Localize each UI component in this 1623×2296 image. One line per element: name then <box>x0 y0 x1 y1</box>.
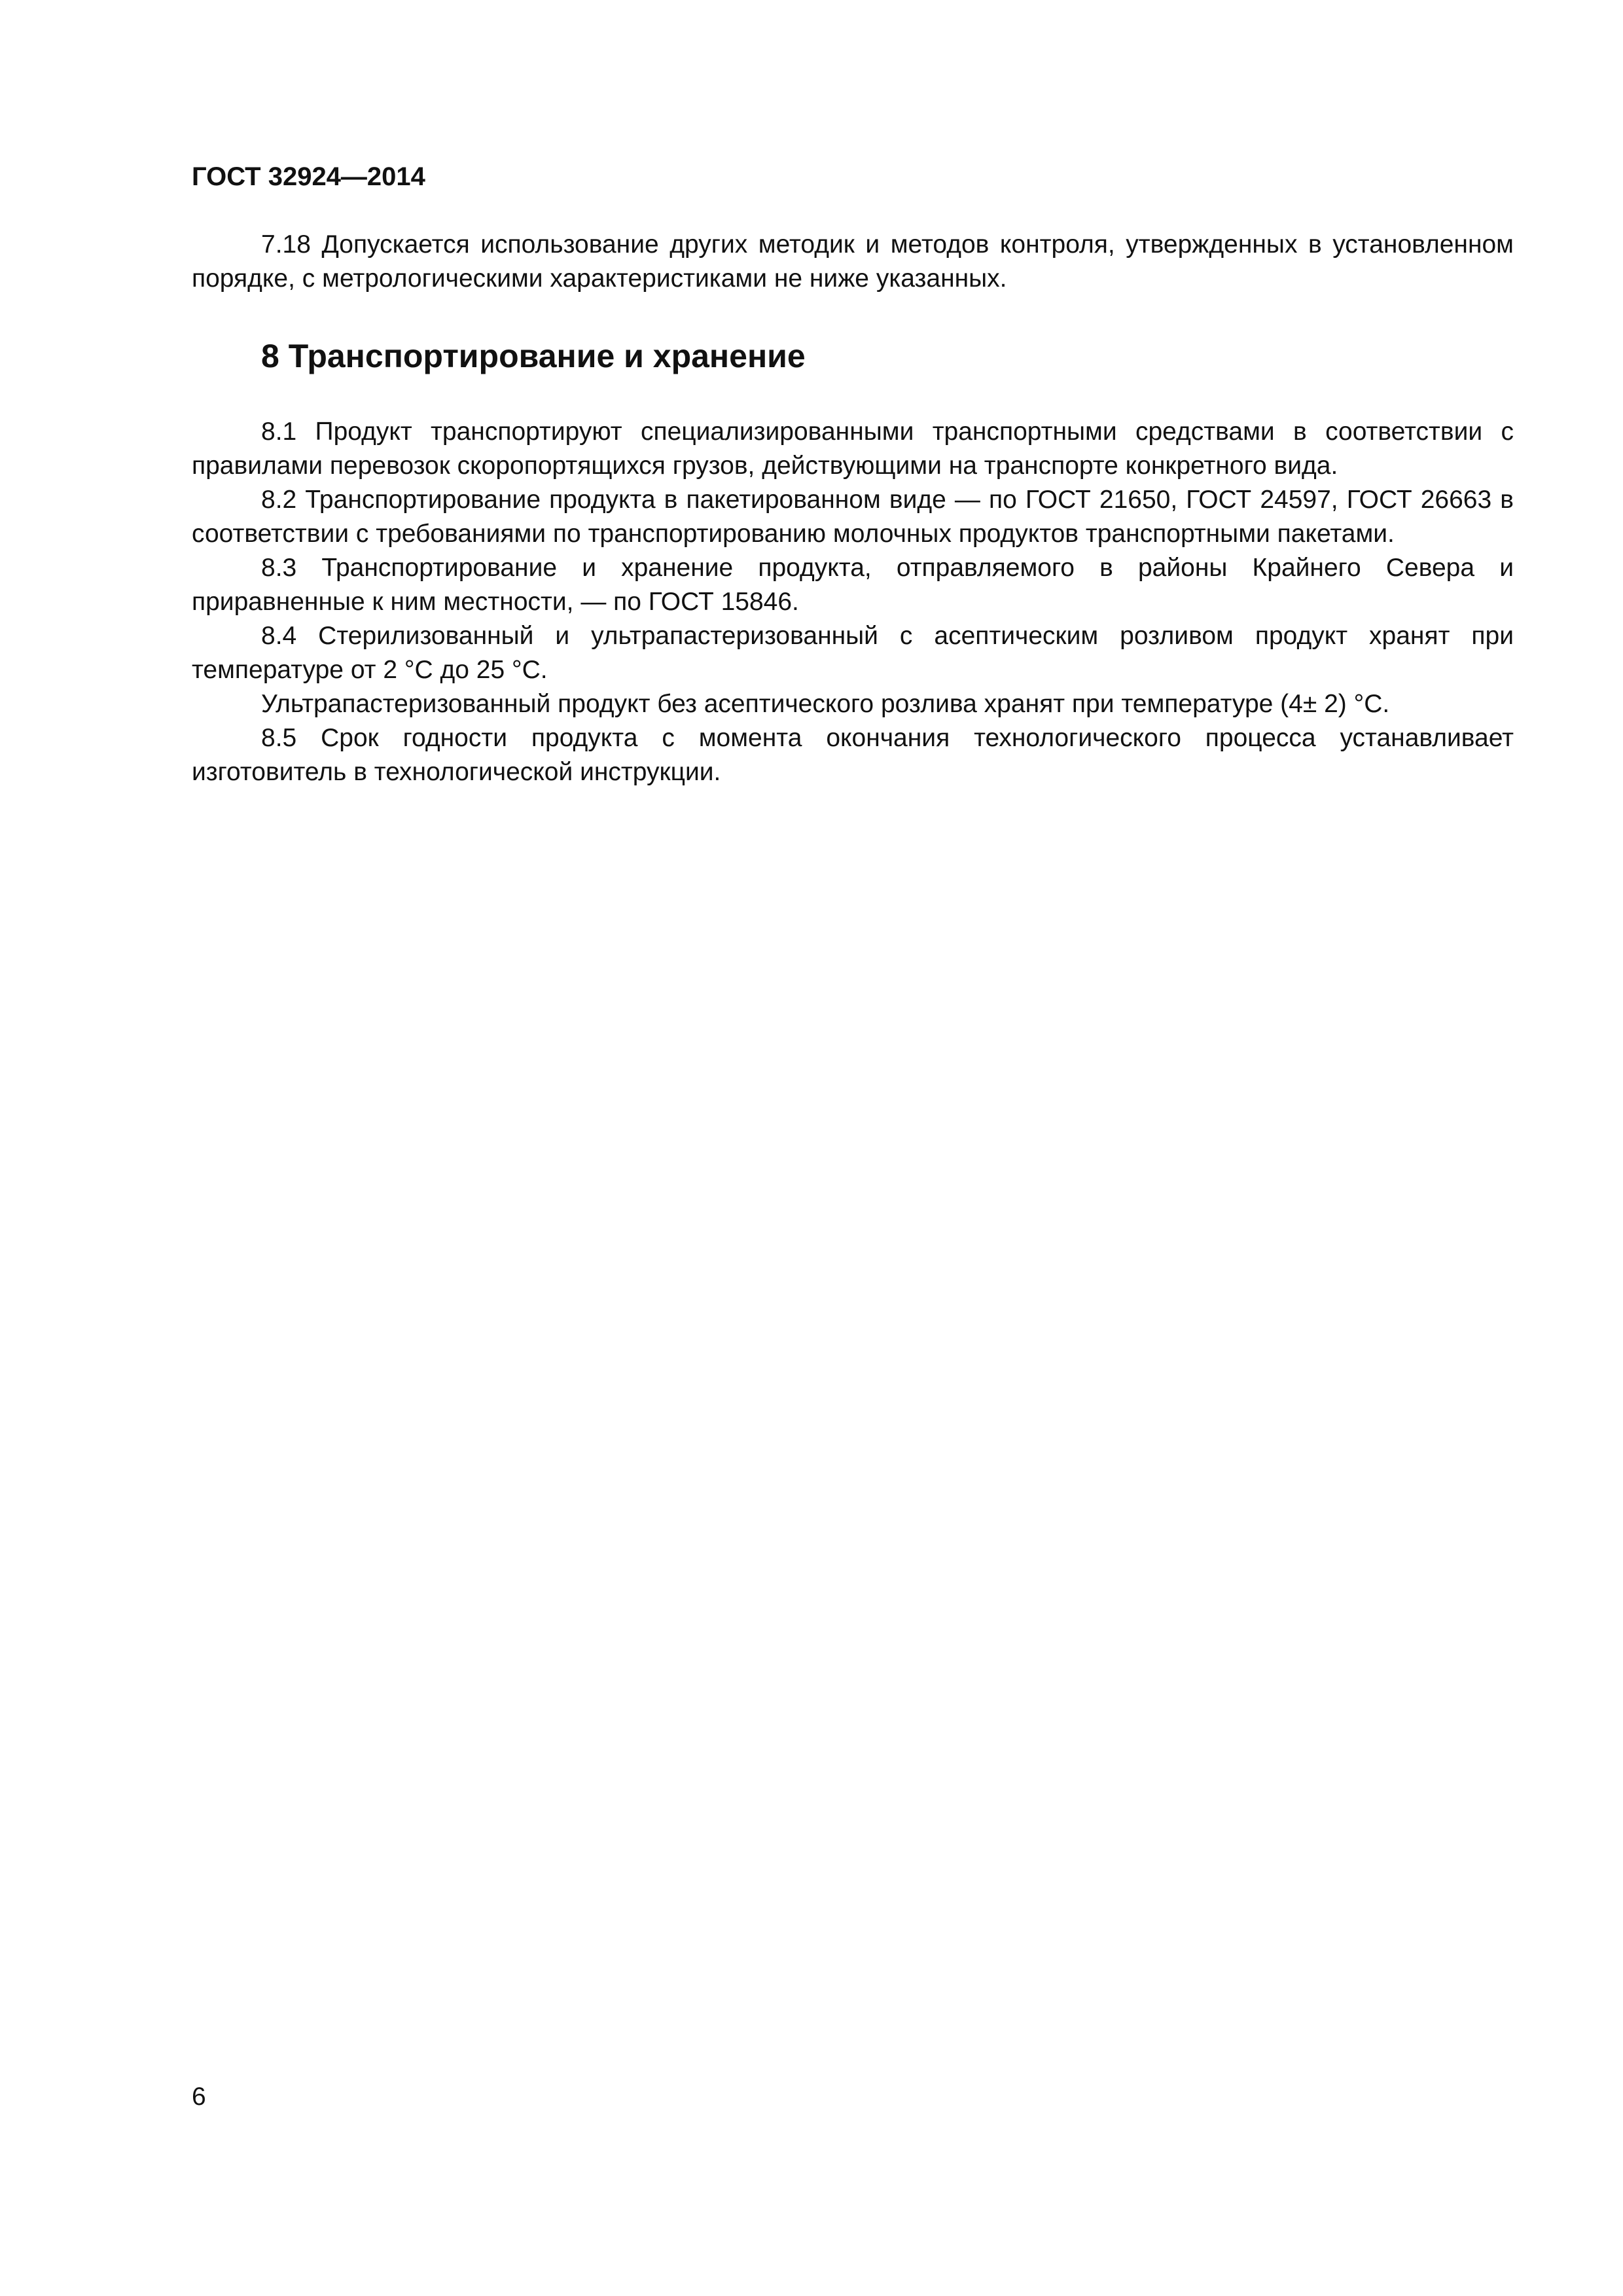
page-number: 6 <box>192 2083 206 2111</box>
paragraph-8-3: 8.3 Транспортирование и хранение продукта, отправляемого в районы Крайнего Севера и приравненные к ним местности, — по ГОСТ 15846. <box>192 554 1514 616</box>
document-code-header: ГОСТ 32924—2014 <box>192 162 425 191</box>
paragraph-8-4-storage-note: Ультрапастеризованный продукт без асептического розлива хранят при температуре (4± 2) °С. <box>261 690 1390 718</box>
paragraph-8-1: 8.1 Продукт транспортируют специализированными транспортными средствами в соответствии с правилами перевозок скоропортящихся грузов, действующими на транспорте конкретного вида. <box>192 418 1514 480</box>
paragraph-7-18: 7.18 Допускается использование других методик и методов контроля, утвержденных в установленном порядке, с метрологическими характеристиками не ниже указанных. <box>192 230 1514 293</box>
paragraph-8-4: 8.4 Стерилизованный и ультрапастеризованный с асептическим розливом продукт хранят при температуре от 2 °С до 25 °С. <box>192 622 1514 684</box>
paragraph-8-5: 8.5 Срок годности продукта с момента окончания технологического процесса устанавливает изготовитель в технологической инструкции. <box>192 724 1514 786</box>
document-body <box>192 228 1514 789</box>
section-8-heading: 8 Транспортирование и хранение <box>261 338 806 374</box>
paragraph-8-2: 8.2 Транспортирование продукта в пакетированном виде — по ГОСТ 21650, ГОСТ 24597, ГОСТ 26663 в соответствии с требованиями по транспортированию молочных продуктов транспортными пакетами. <box>192 486 1514 548</box>
